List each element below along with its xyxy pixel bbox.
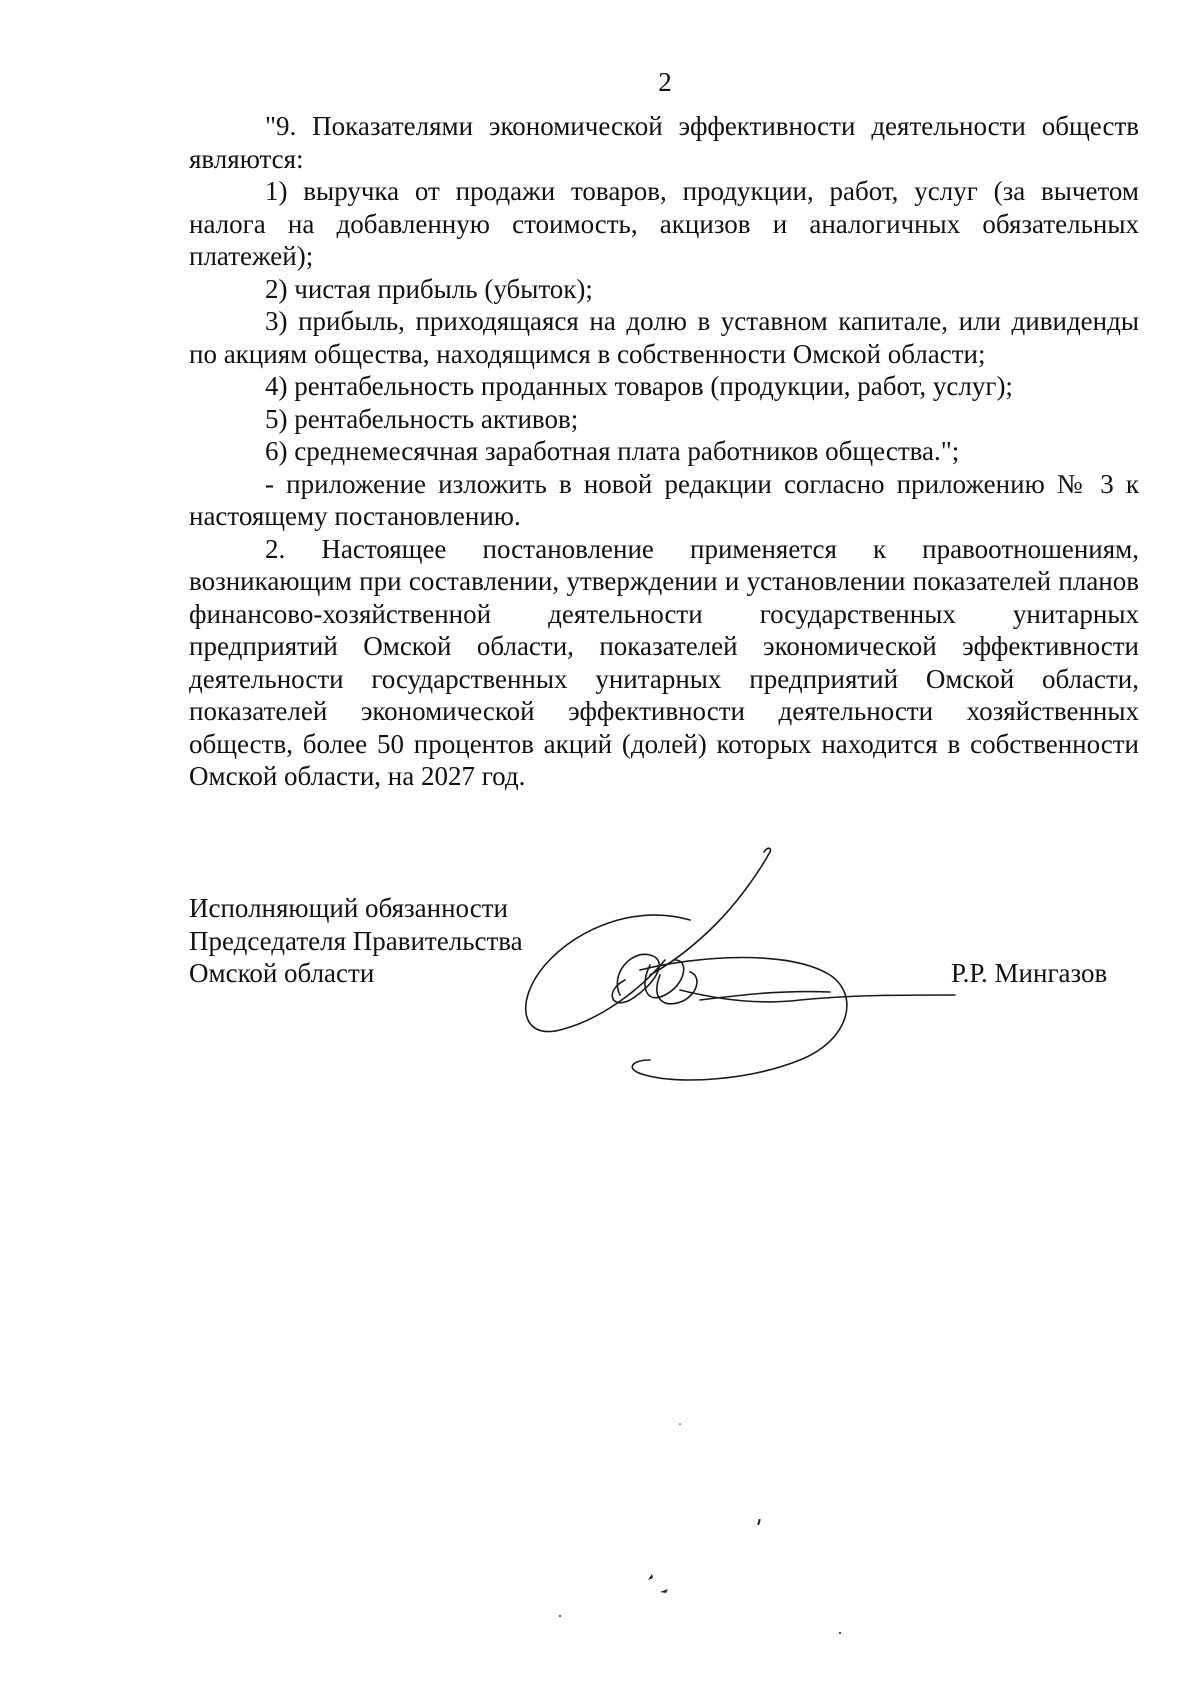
page-number: 2 xyxy=(658,67,672,97)
paragraph-item-1: 1) выручка от продажи товаров, продукции, работ, услуг (за вычетом налога на добавленную стоимость, акцизов и аналогичных обязательных платежей); xyxy=(189,176,1139,271)
signatory-name: Р.Р. Мингазов xyxy=(951,958,1108,988)
paragraph-item-3: 3) прибыль, приходящаяся на долю в уставном капитале, или дивиденды по акциям общества, находящимся в собственности Омской области; xyxy=(189,306,1139,369)
paragraph-appendix: - приложение изложить в новой редакции согласно приложению № 3 к настоящему постановлению. xyxy=(189,468,1139,531)
paragraph-item-4: 4) рентабельность проданных товаров (продукции, работ, услуг); xyxy=(265,371,1013,401)
signatory-position-line: Председателя Правительства xyxy=(189,925,523,956)
document-body xyxy=(189,110,1139,793)
paragraph-item-5: 5) рентабельность активов; xyxy=(265,403,579,434)
signatory-position xyxy=(189,892,523,990)
signatory-position-line: Исполняющий обязанности xyxy=(189,893,508,923)
paragraph-item-2: 2) чистая прибыль (убыток); xyxy=(265,273,593,304)
paragraph-clause-2: 2. Настоящее постановление применяется к правоотношениям, возникающим при составлении, утверждении и установлении показателей планов финансово-хозяйственной деятельности государственных унитарных предприятий Омской области, показателей экономической эффективности деятельности государственных унитарных предприятий Омской области, показателей экономической эффективности деятельности хозяйственных обществ, более 50 процентов акций (долей) которых находится в собственности Омской области, на 2027 год. xyxy=(189,533,1139,791)
signatory-position-line: Омской области xyxy=(189,958,375,988)
paragraph-item-6: 6) среднемесячная заработная плата работников общества."; xyxy=(265,436,960,466)
paragraph-intro: "9. Показателями экономической эффективности деятельности обществ являются: xyxy=(189,111,1139,174)
